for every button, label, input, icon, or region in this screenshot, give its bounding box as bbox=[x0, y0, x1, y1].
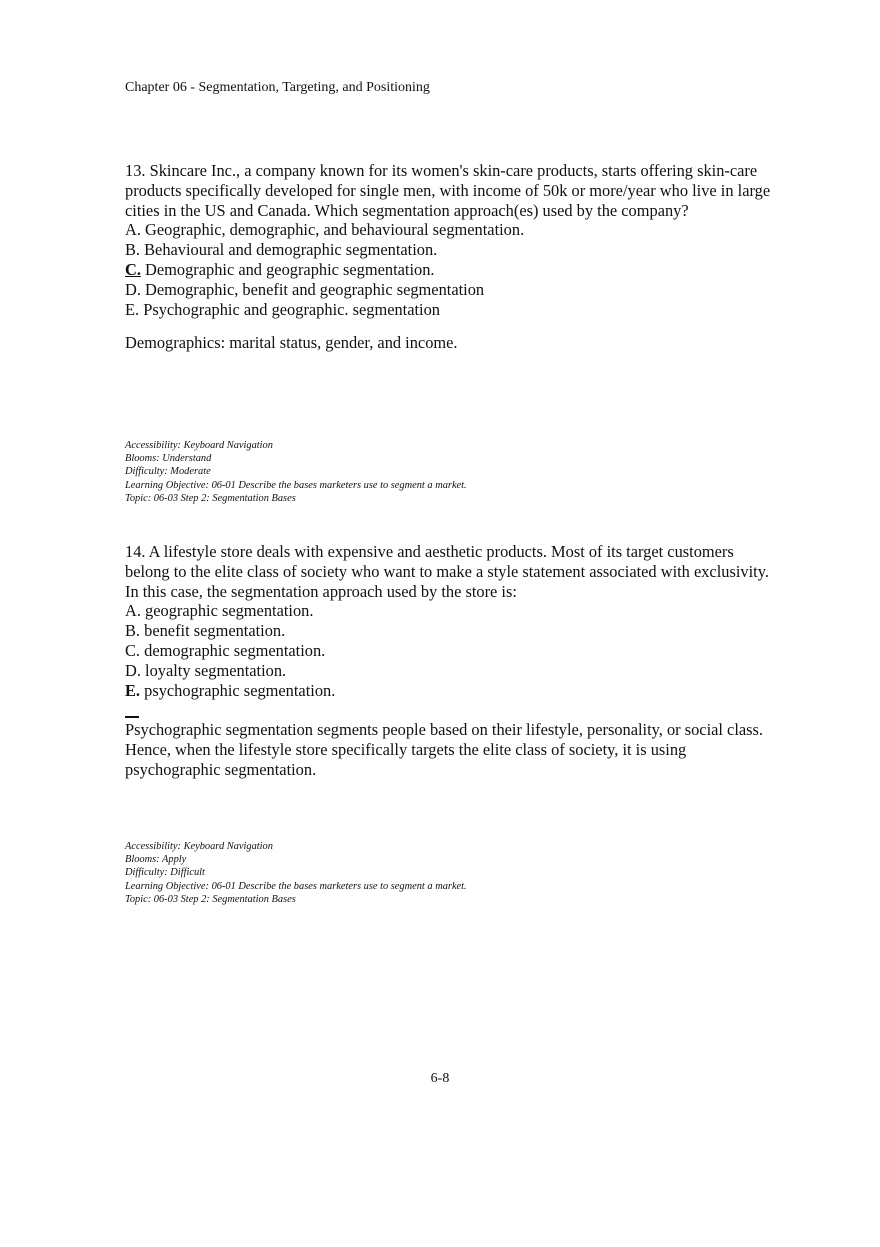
option-b bbox=[125, 621, 775, 641]
option-letter: C. bbox=[125, 259, 141, 279]
option-text: loyalty segmentation. bbox=[140, 660, 287, 680]
explanation: Demographics: marital status, gender, and income. bbox=[125, 333, 458, 353]
option-e-correct bbox=[125, 681, 775, 701]
meta-blooms: Blooms: Apply bbox=[125, 854, 187, 866]
meta-accessibility: Accessibility: Keyboard Navigation bbox=[125, 841, 273, 852]
option-a bbox=[125, 601, 775, 621]
meta-difficulty: Difficulty: Difficult bbox=[125, 867, 205, 879]
option-c-correct bbox=[125, 260, 775, 280]
meta-topic: Topic: 06-03 Step 2: Segmentation Bases bbox=[125, 893, 296, 905]
option-letter: D. bbox=[125, 279, 141, 299]
question-13-metadata bbox=[125, 439, 467, 505]
option-text: psychographic segmentation. bbox=[140, 680, 336, 700]
meta-learning-objective: Learning Objective: 06-01 Describe the bases marketers use to segment a market. bbox=[125, 479, 467, 491]
option-text: Behavioural and demographic segmentation. bbox=[140, 240, 438, 260]
option-letter: D. bbox=[125, 660, 141, 680]
option-text: Demographic and geographic segmentation. bbox=[140, 259, 435, 279]
option-c bbox=[125, 641, 775, 661]
question-14-metadata bbox=[125, 840, 467, 906]
option-letter: A. bbox=[125, 220, 141, 240]
page-number: 6-8 bbox=[430, 1071, 450, 1086]
option-text: Demographic, benefit and geographic segmentation bbox=[140, 279, 485, 299]
chapter-header: Chapter 06 - Segmentation, Targeting, and Positioning bbox=[125, 80, 430, 95]
option-d bbox=[125, 280, 775, 300]
meta-difficulty: Difficulty: Moderate bbox=[125, 466, 211, 478]
option-text: Psychographic and geographic. segmentation bbox=[139, 299, 440, 319]
question-text: 13. Skincare Inc., a company known for its women's skin-care products, starts offering skin-care products specifically developed for single men, with income of 50k or more/year who live in large cities in the US and Canada. Which segmentation approach(es) used by the company? bbox=[125, 161, 771, 220]
answer-underline-mark bbox=[125, 700, 775, 720]
option-letter: C. bbox=[125, 640, 141, 660]
option-text: benefit segmentation. bbox=[140, 621, 286, 641]
explanation: Psychographic segmentation segments people based on their lifestyle, personality, or social class. Hence, when the lifestyle store specifically targets the elite class of society, it is using psychographic segmentation. bbox=[125, 720, 764, 779]
question-13 bbox=[125, 161, 775, 353]
meta-topic: Topic: 06-03 Step 2: Segmentation Bases bbox=[125, 492, 296, 504]
meta-accessibility: Accessibility: Keyboard Navigation bbox=[125, 440, 273, 451]
option-text: Geographic, demographic, and behavioural segmentation. bbox=[140, 220, 525, 240]
option-letter: E. bbox=[125, 680, 141, 700]
option-letter: B. bbox=[125, 621, 141, 641]
option-d bbox=[125, 661, 775, 681]
question-text: 14. A lifestyle store deals with expensive and aesthetic products. Most of its target customers belong to the elite class of society who want to make a style statement associated with exclusivity. In this case, the segmentation approach used by the store is: bbox=[125, 542, 769, 601]
meta-learning-objective: Learning Objective: 06-01 Describe the bases marketers use to segment a market. bbox=[125, 880, 467, 892]
question-14 bbox=[125, 542, 775, 780]
option-a bbox=[125, 220, 775, 240]
meta-blooms: Blooms: Understand bbox=[125, 453, 212, 465]
option-letter: B. bbox=[125, 240, 141, 260]
option-text: demographic segmentation. bbox=[140, 640, 326, 660]
option-letter: E. bbox=[125, 299, 140, 319]
option-text: geographic segmentation. bbox=[140, 601, 314, 621]
option-e bbox=[125, 300, 775, 320]
option-b bbox=[125, 240, 775, 260]
option-letter: A. bbox=[125, 601, 141, 621]
